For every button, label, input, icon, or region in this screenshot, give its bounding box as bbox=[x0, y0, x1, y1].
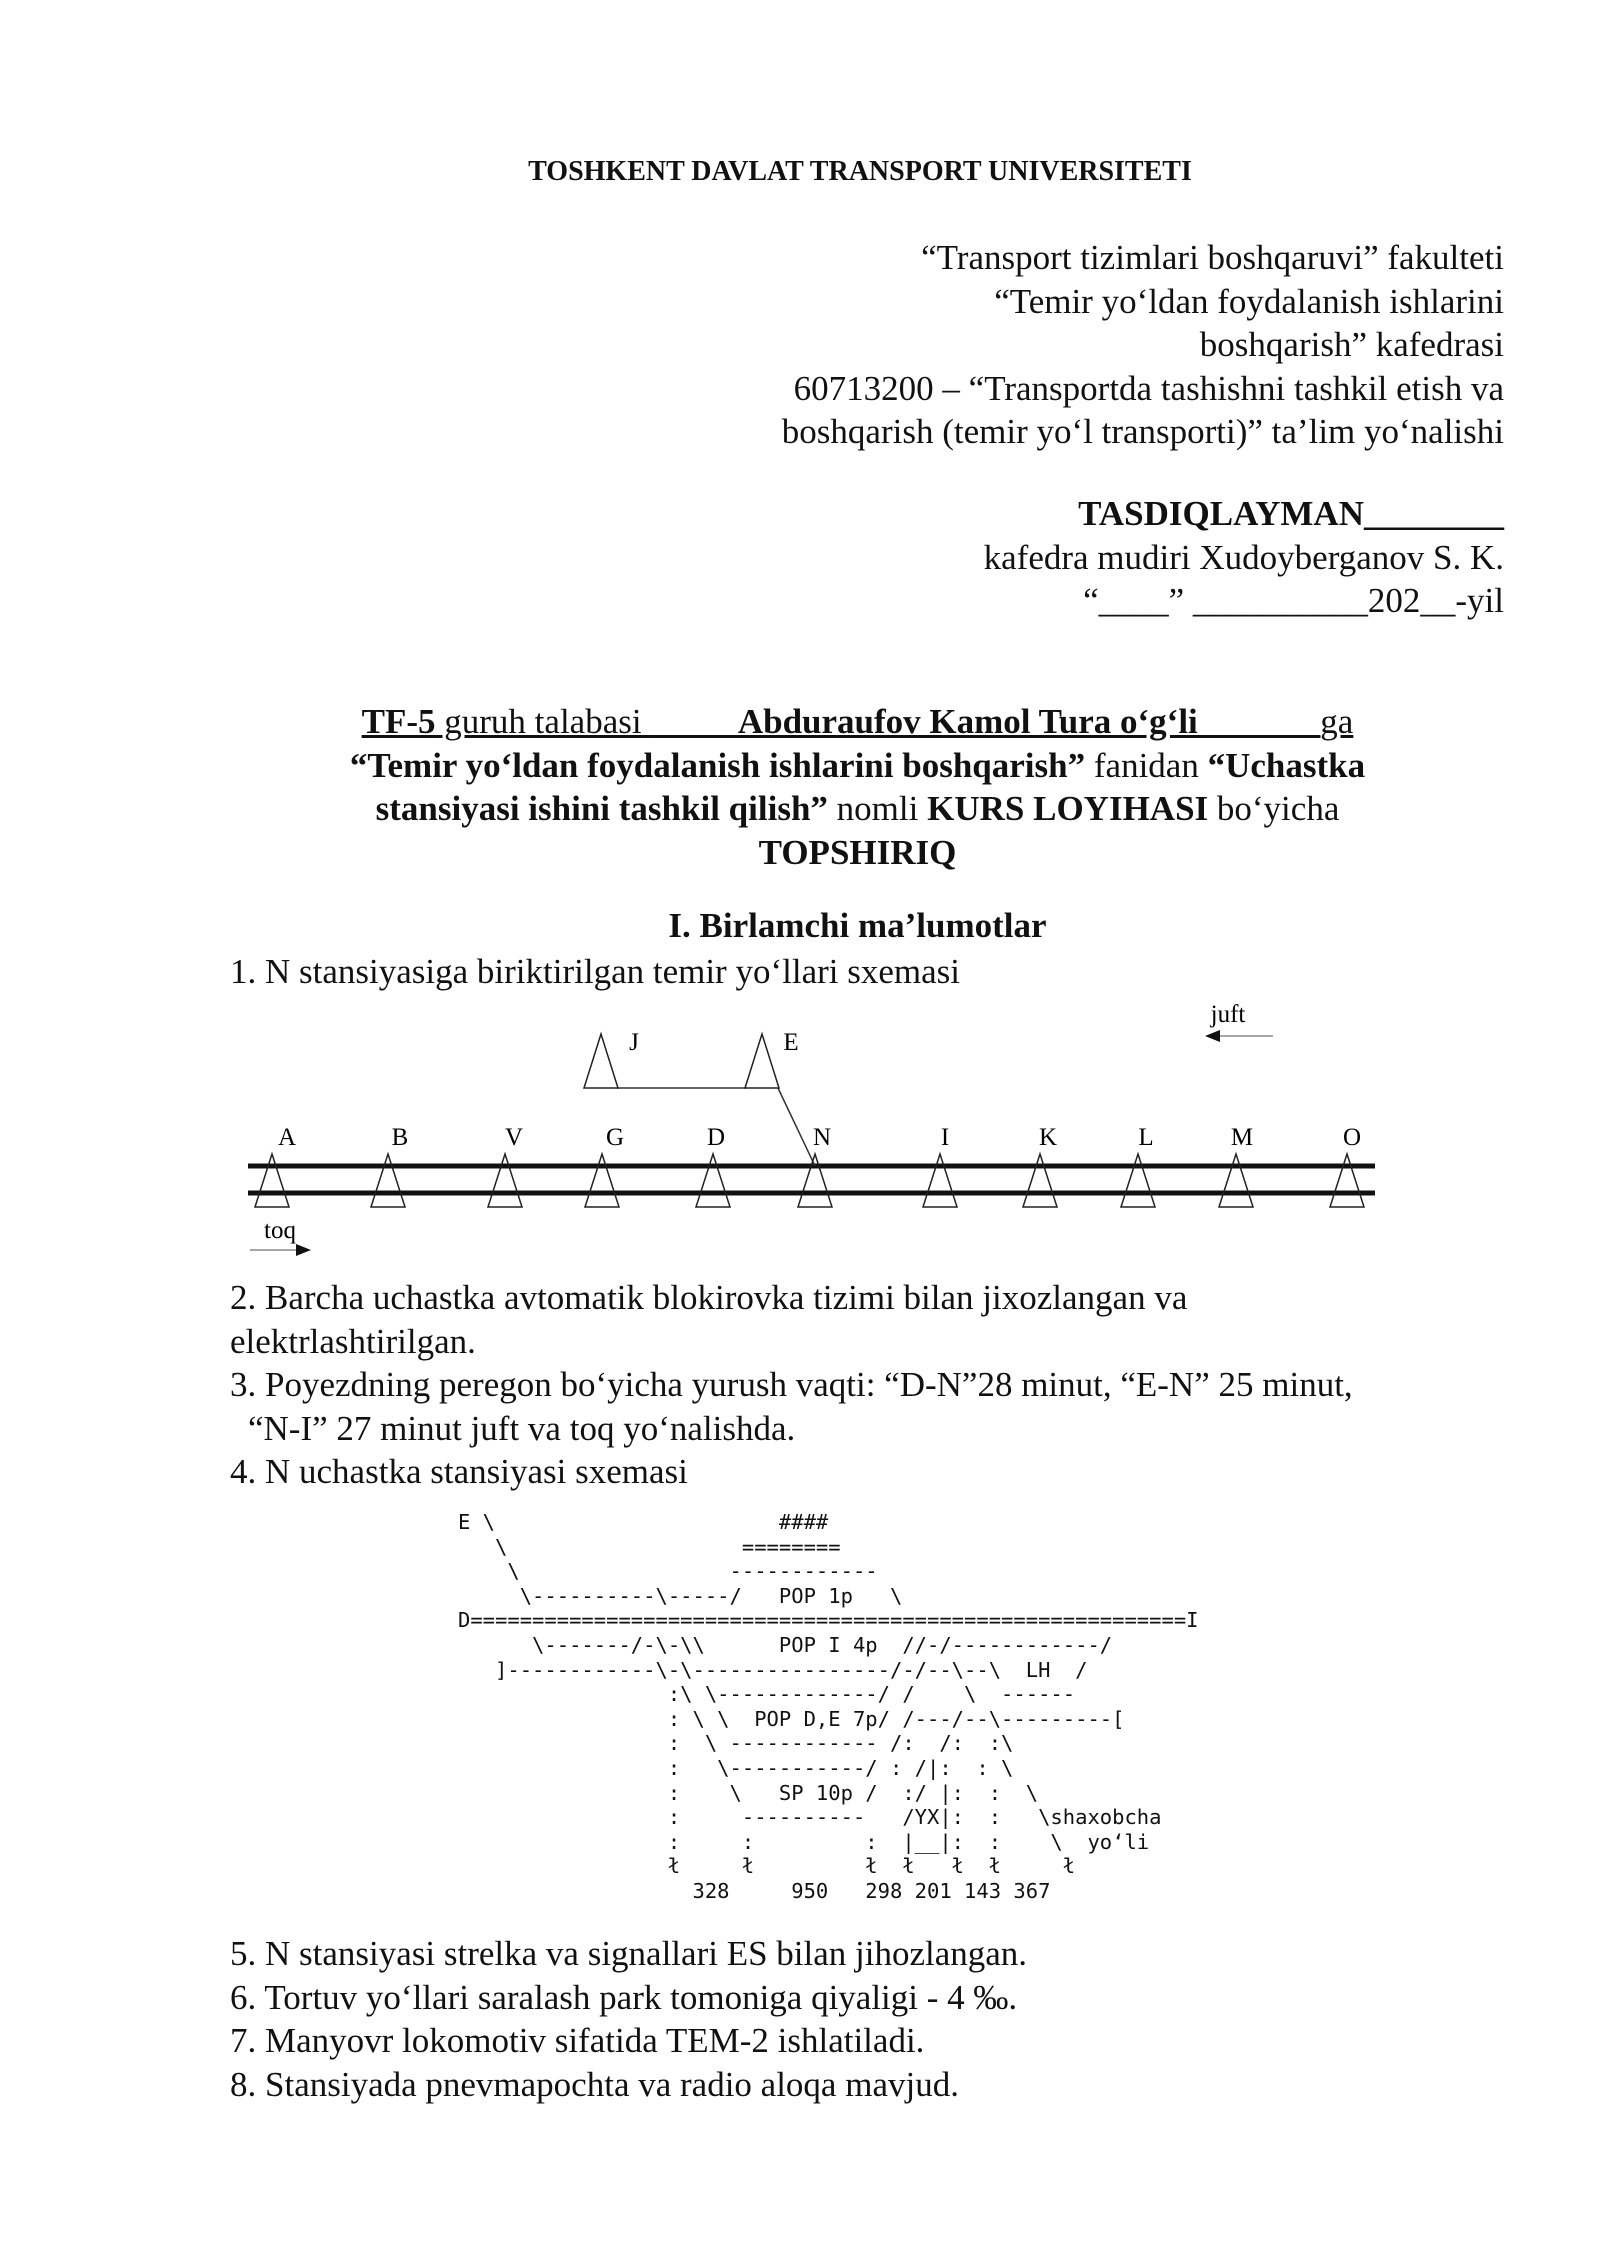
station-triangle-icon bbox=[488, 1154, 522, 1207]
station-label: K bbox=[1038, 1124, 1058, 1151]
station-triangle-icon bbox=[371, 1154, 405, 1207]
station-triangle-icon bbox=[585, 1154, 619, 1207]
station-scheme: E \ #### \ ======== \ ------------ \----------\-----/ POP 1p \ D==========================================================I \-------/-\-\\ POP I 4p //-/------------/ ]------------\-\----------------/-/--\--\ LH / :\ \-------------/ / \ ------ : \ \ POP D,E 7p/ /---/--\---------[ : \ ------------ /: /: :\ : \-----------/ : /|: : \ : \ SP 10p / :/ |: : \ : ---------- /YX|: : \shaxobcha : : : |__|: : \ yo‘li ł ł ł ł ł ł ł 328 950 298 201 143 367 bbox=[458, 1510, 1199, 1903]
station-triangle-icon bbox=[696, 1154, 730, 1207]
item-2-line-1: 2. Barcha uchastka avtomatik blokirovka tizimi bilan jixozlangan va bbox=[230, 1278, 1188, 1317]
toq-direction-label: toq bbox=[264, 1217, 296, 1244]
station-label: G bbox=[605, 1124, 625, 1151]
item-2-line-2: elektrlashtirilgan. bbox=[230, 1321, 476, 1361]
station-label: N bbox=[812, 1124, 832, 1151]
branch-station-markers bbox=[584, 1034, 779, 1088]
approval-block bbox=[984, 492, 1504, 623]
approval-date: “____” __________202__-yil bbox=[1083, 581, 1504, 620]
section-title: I. Birlamchi ma’lumotlar bbox=[668, 906, 1047, 945]
track-scheme bbox=[0, 990, 1600, 1270]
task-title: TOPSHIRIQ bbox=[758, 832, 957, 872]
approval-title: TASDIQLAYMAN________ bbox=[1078, 494, 1504, 533]
station-triangle-icon bbox=[798, 1154, 832, 1207]
student-name: _____Abduraufov Kamol Tura o‘g‘li_______ bbox=[650, 702, 1321, 741]
faculty-line: “Temir yo‘ldan foydalanish ishlarini bbox=[994, 281, 1504, 321]
items-5-8 bbox=[230, 1932, 1530, 2106]
station-triangle-icon bbox=[1121, 1154, 1155, 1207]
station-triangle-icon bbox=[1330, 1154, 1364, 1207]
subject-connector: fanidan bbox=[1085, 745, 1208, 785]
station-label: O bbox=[1342, 1124, 1362, 1151]
item-8: 8. Stansiyada pnevmapochta va radio aloqa mavjud. bbox=[230, 2064, 959, 2104]
juft-direction-label: juft bbox=[1210, 1001, 1246, 1028]
project-topic-start: “Uchastka bbox=[1207, 745, 1366, 785]
student-suffix: ga bbox=[1320, 702, 1354, 741]
kurs-loyihasi: KURS LOYIHASI bbox=[927, 789, 1209, 828]
item-3-line-1: 3. Poyezdning peregon bo‘yicha yurush vaqti: “D-N”28 minut, “E-N” 25 minut, bbox=[230, 1365, 1353, 1404]
group-suffix: guruh talabasi bbox=[435, 702, 651, 741]
station-label: V bbox=[504, 1124, 524, 1151]
branch-triangle-icon bbox=[745, 1034, 779, 1088]
task-line-3 bbox=[200, 787, 1515, 831]
faculty-block bbox=[782, 236, 1504, 454]
station-triangle-icon bbox=[1023, 1154, 1057, 1207]
university-title: TOSHKENT DAVLAT TRANSPORT UNIVERSITETI bbox=[528, 156, 1192, 187]
station-label: D bbox=[706, 1124, 726, 1151]
project-topic-end: stansiyasi ishini tashkil qilish” bbox=[375, 789, 828, 828]
station-triangle-icon bbox=[255, 1154, 289, 1207]
group-name: TF-5 bbox=[361, 702, 436, 741]
station-label: L bbox=[1138, 1124, 1154, 1151]
branch-station-label: E bbox=[783, 1029, 799, 1056]
station-triangle-icon bbox=[923, 1154, 957, 1207]
branch-station-label: J bbox=[629, 1029, 639, 1056]
task-line-2 bbox=[200, 744, 1515, 788]
item-6: 6. Tortuv yo‘llari saralash park tomoniga qiyaligi - 4 ‰. bbox=[230, 1977, 1018, 2017]
branch-triangle-icon bbox=[584, 1034, 618, 1088]
branch-connector bbox=[778, 1088, 815, 1166]
station-triangle-icon bbox=[1219, 1154, 1253, 1207]
item-1: 1. N stansiyasiga biriktirilgan temir yo‘llari sxemasi bbox=[230, 952, 960, 991]
task-line-1 bbox=[200, 700, 1515, 744]
topic-connector: nomli bbox=[827, 789, 928, 828]
task-tail: bo‘yicha bbox=[1208, 789, 1340, 828]
station-label: M bbox=[1230, 1124, 1254, 1151]
faculty-line: boshqarish (temir yo‘l transporti)” ta’lim yo‘nalishi bbox=[781, 412, 1504, 451]
item-7: 7. Manyovr lokomotiv sifatida TEM-2 ishlatiladi. bbox=[230, 2021, 925, 2060]
item-4: 4. N uchastka stansiyasi sxemasi bbox=[230, 1452, 688, 1491]
approval-head: kafedra mudiri Xudoyberganov S. K. bbox=[983, 537, 1504, 577]
faculty-line: 60713200 – “Transportda tashishni tashkil etish va bbox=[793, 368, 1504, 408]
item-5: 5. N stansiyasi strelka va signallari ES bilan jihozlangan. bbox=[230, 1934, 1028, 1973]
subject-name: “Temir yo‘ldan foydalanish ishlarini boshqarish” bbox=[349, 745, 1086, 785]
faculty-line: “Transport tizimlari boshqaruvi” fakulteti bbox=[921, 238, 1504, 277]
task-heading bbox=[200, 700, 1515, 874]
station-label: I bbox=[940, 1124, 950, 1151]
juft-arrow-icon bbox=[1205, 1030, 1220, 1042]
station-markers bbox=[255, 1154, 1364, 1207]
items-2-4 bbox=[230, 1276, 1530, 1494]
item-3-line-2: “N-I” 27 minut juft va toq yo‘nalishda. bbox=[248, 1408, 796, 1448]
faculty-line: boshqarish” kafedrasi bbox=[1199, 325, 1504, 364]
station-label: B bbox=[391, 1124, 409, 1151]
station-label: A bbox=[277, 1124, 297, 1151]
toq-arrow-icon bbox=[296, 1244, 311, 1256]
